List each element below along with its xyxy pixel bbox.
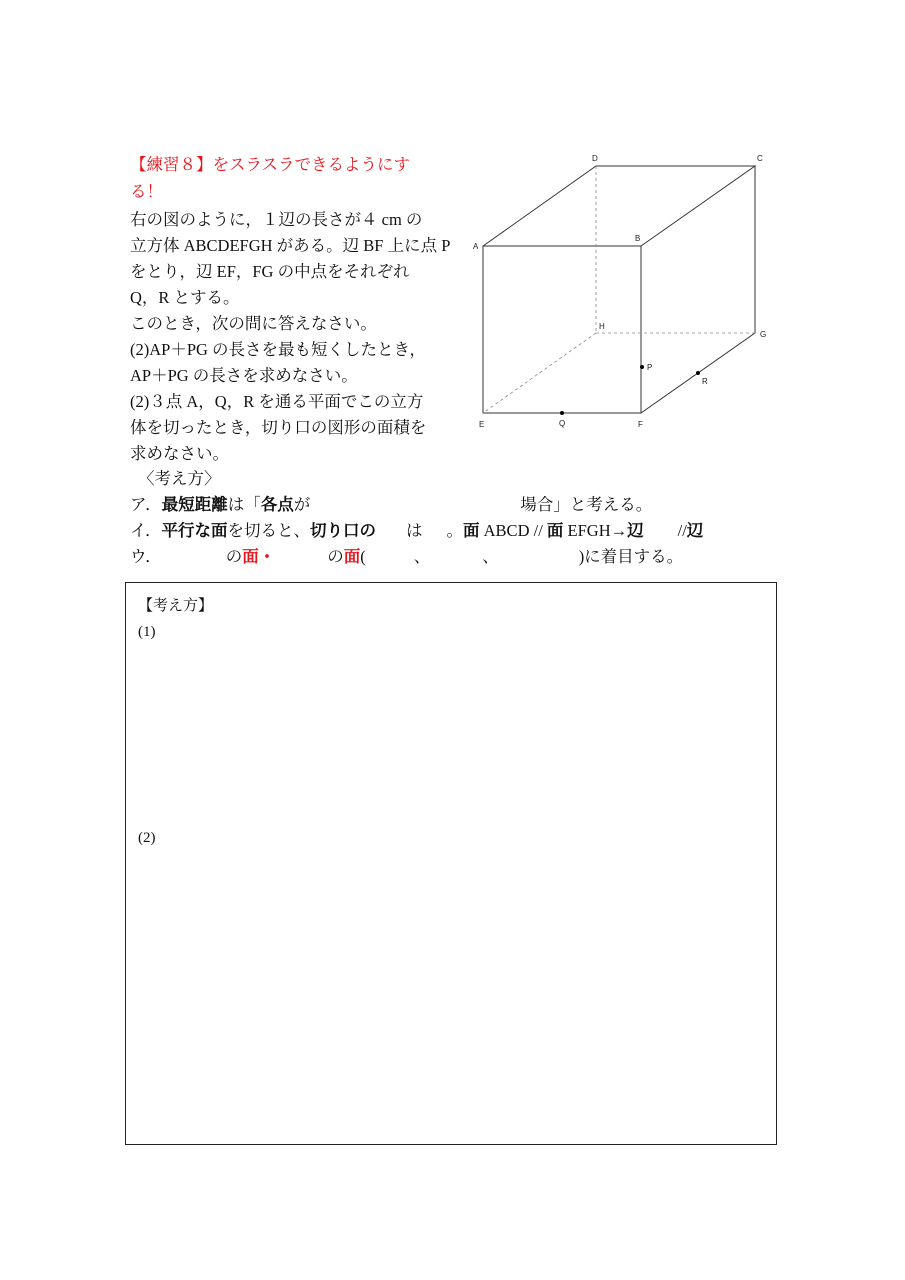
hint-text: 場合」と考える。 <box>520 495 653 514</box>
hint-prefix: ウ． <box>130 547 162 566</box>
hint-red: 面・ <box>242 547 276 566</box>
answer-part-2-label: (2) <box>138 830 156 846</box>
hint-prefix: ア． <box>130 495 162 514</box>
hint-a <box>130 495 652 515</box>
answer-part-1-label: (1) <box>138 624 156 640</box>
hint-bold: 面 <box>463 521 480 540</box>
hint-text: 。 <box>446 521 464 540</box>
problem-line: 立方体 ABCDEFGH がある。辺 BF 上に点 P <box>130 236 451 255</box>
problem-line: Q，R とする。 <box>130 288 240 307</box>
hint-bold: 最短距離 <box>161 495 228 514</box>
cube-edges <box>483 166 755 413</box>
problem-line: をとり，辺 EF，FG の中点をそれぞれ <box>130 262 410 281</box>
label-f: F <box>638 420 643 429</box>
hint-heading: 〈考え方〉 <box>138 469 221 488</box>
right-face-edges <box>641 166 755 413</box>
label-g: G <box>760 330 767 339</box>
point-q <box>560 411 564 415</box>
hint-bold: 面 <box>546 521 564 540</box>
hint-text: // <box>677 521 687 540</box>
label-b: B <box>635 234 641 243</box>
question-2-cont: 体を切ったとき，切り口の図形の面積を <box>130 418 427 437</box>
hint-text: ABCD // <box>479 521 547 540</box>
exercise-title: 【練習８】をスラスラできるようにす <box>130 155 411 174</box>
hint-prefix: イ． <box>130 521 162 540</box>
front-face <box>483 246 641 413</box>
point-p <box>640 365 644 369</box>
hint-text: は <box>406 521 423 540</box>
question-1-cont: AP＋PG の長さを求めなさい。 <box>130 366 358 385</box>
hint-text: 、 <box>413 547 431 566</box>
label-d: D <box>592 154 598 163</box>
hint-text: )に着目する。 <box>578 547 684 566</box>
hint-text: が <box>293 495 311 514</box>
label-q: Q <box>559 419 566 428</box>
top-face-edges <box>483 166 755 246</box>
label-a: A <box>473 242 479 251</box>
label-h: H <box>599 322 605 331</box>
answer-heading: 【考え方】 <box>138 598 214 614</box>
label-c: C <box>757 154 763 163</box>
exercise-title-cont: る！ <box>130 182 163 201</box>
hint-u <box>130 547 683 567</box>
hint-text: ( <box>360 547 366 566</box>
label-e: E <box>479 420 485 429</box>
answer-box[interactable] <box>125 582 777 1145</box>
hint-bold: 辺 <box>686 521 704 540</box>
hint-text: 、 <box>482 547 499 566</box>
hint-text: の <box>327 547 344 566</box>
hint-bold: 切り口の <box>310 521 377 540</box>
label-r: R <box>702 377 708 386</box>
hint-i <box>130 521 703 541</box>
problem-line: このとき，次の問に答えなさい。 <box>130 314 377 333</box>
hint-bold: 辺 <box>627 521 644 540</box>
hint-bold: 平行な面 <box>161 521 228 540</box>
question-2-cont: 求めなさい。 <box>130 444 229 463</box>
hint-text: を切ると、 <box>227 521 311 540</box>
hint-text: EFGH→ <box>563 521 628 540</box>
hint-text: の <box>225 547 243 566</box>
label-p: P <box>647 363 653 372</box>
hint-bold: 各点 <box>260 495 294 514</box>
question-1: (2)AP＋PG の長さを最も短くしたとき， <box>130 340 426 359</box>
hidden-edges <box>483 166 755 413</box>
cube-diagram <box>0 0 905 480</box>
point-r <box>696 371 700 375</box>
problem-line: 右の図のように，１辺の長さが４ cm の <box>130 210 423 229</box>
question-2: (2)３点 A，Q，R を通る平面でこの立方 <box>130 392 424 411</box>
hint-text: は「 <box>227 495 261 514</box>
hint-red: 面 <box>343 547 361 566</box>
